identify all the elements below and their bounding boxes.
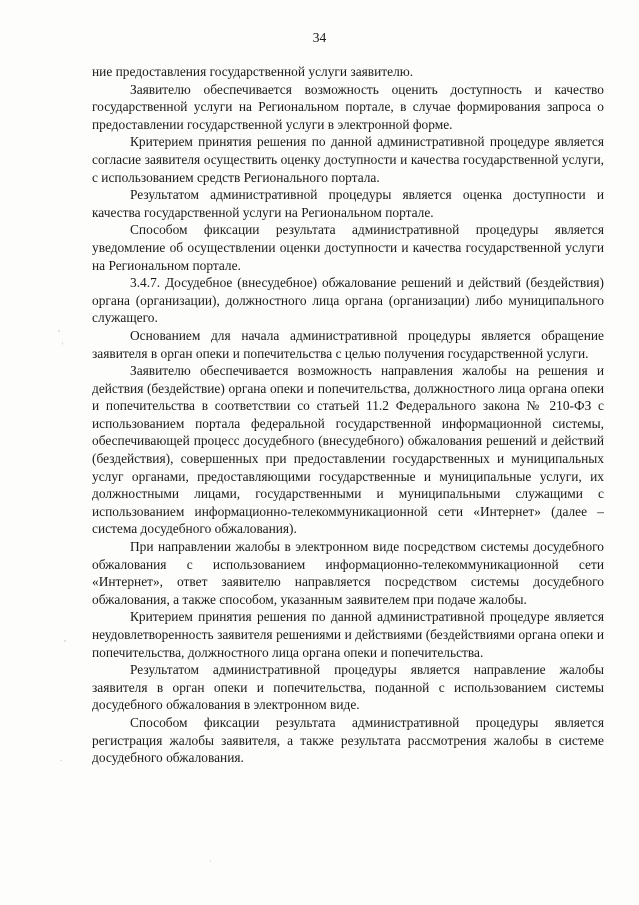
paragraph: При направлении жалобы в электронном виде посредством системы досудебного обжалования с использованием информационно-телекоммуникационной сети «Интернет», ответ заявителю направляется посредством системы досудебного обжалования, а также способом, указанным заявителем при подаче жалобы. <box>92 539 604 607</box>
paragraph: Основанием для начала административной процедуры является обращение заявителя в орган опеки и попечительства с целью получения государственной услуги. <box>92 327 604 361</box>
paragraph: Способом фиксации результата административной процедуры является регистрация жалобы заявителя, а также результата рассмотрения жалобы в системе досудебного обжалования. <box>92 714 604 766</box>
paragraph: Результатом административной процедуры является оценка доступности и качества государственной услуги на Региональном портале. <box>92 187 604 220</box>
section-heading-paragraph: 3.4.7. Досудебное (внесудебное) обжалование решений и действий (бездействия) органа (организации), должностного лица органа (организации) либо муниципального служащего. <box>92 275 604 326</box>
paragraph: Заявителю обеспечивается возможность оценить доступность и качество государственной услуги на Региональном портале, в случае формирования запроса о предоставлении государственной услуги в электронной форме. <box>92 81 604 132</box>
paragraph: Заявителю обеспечивается возможность направления жалобы на решения и действия (бездействие) органа опеки и попечительства, должностного лица органа опеки и попечительства в соответствии со статьей 11.2 Федерального закона № 210-ФЗ с использованием портала федеральной государственной информационной системы, обеспечивающей процесс досудебного (внесудебного) обжалования решений и действий (бездействия), совершенных при предоставлении государственных и муниципальных услуг органами, предоставляющими государственные и муниципальные услуги, их должностными лицами, государственными и муниципальными служащими с использованием информационно-телекоммуникационной сети «Интернет» (далее – система досудебного обжалования). <box>92 363 604 537</box>
scan-speck <box>58 330 60 332</box>
paragraph: ние предоставления государственной услуги заявителю. <box>92 64 414 79</box>
scan-speck <box>60 760 62 761</box>
page-number: 34 <box>312 30 327 45</box>
paragraph: Критерием принятия решения по данной административной процедуре является неудовлетворенность заявителя решениями и действиями (бездействиями органа опеки и попечительства, должностного лица органа опеки и попечительства. <box>92 609 604 660</box>
scan-speck <box>62 342 63 345</box>
scan-speck <box>210 860 211 862</box>
paragraph: Результатом административной процедуры является направление жалобы заявителя в орган опеки и попечительства, поданной с использованием системы досудебного обжалования в электронном виде. <box>92 662 604 713</box>
paragraph: Способом фиксации результата административной процедуры является уведомление об осуществлении оценки доступности и качества государственной услуги на Региональном портале. <box>92 222 604 273</box>
body-text <box>92 63 604 767</box>
scan-speck <box>64 640 66 642</box>
paragraph: Критерием принятия решения по данной административной процедуре является согласие заявителя осуществить оценку доступности и качества государственной услуги, с использованием средств Регионального портала. <box>92 134 604 185</box>
